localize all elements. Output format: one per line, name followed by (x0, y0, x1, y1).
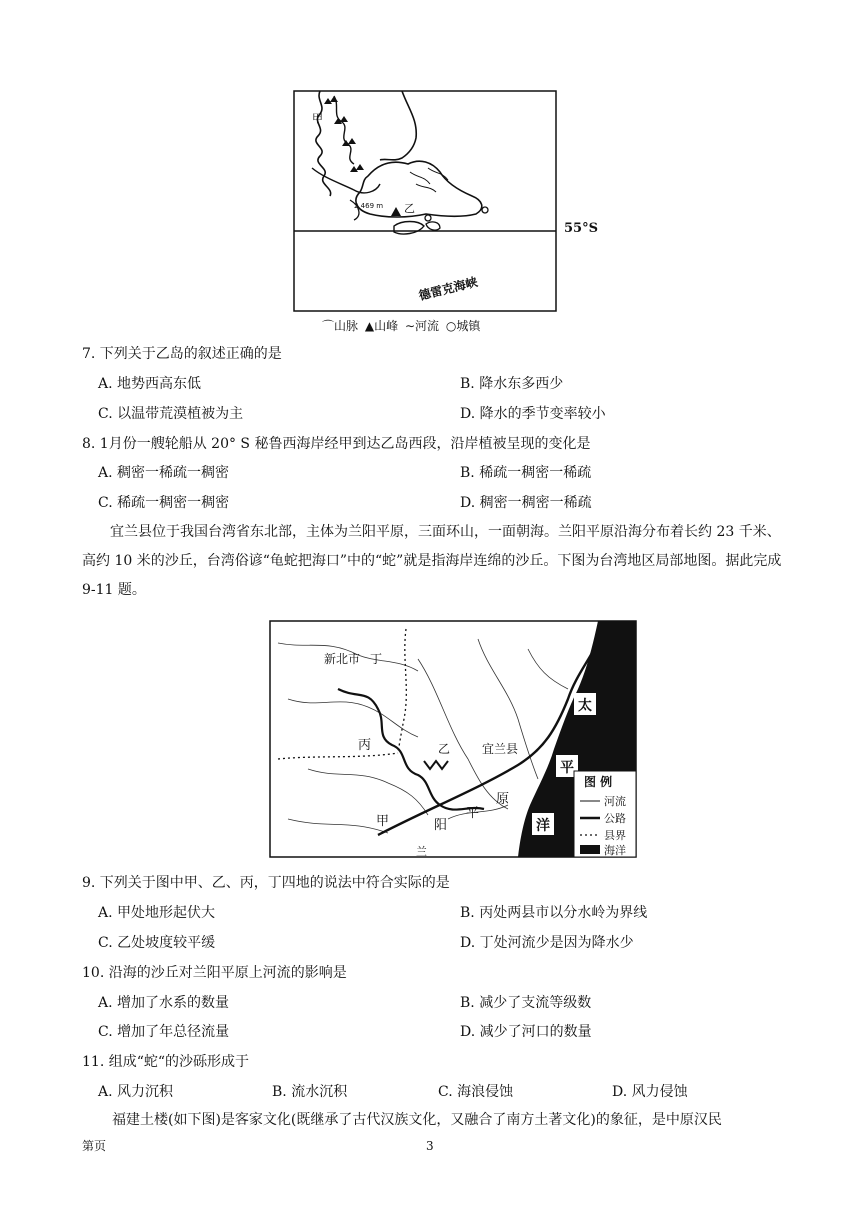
legend-ocean: 海洋 (604, 844, 626, 857)
town-icon: ○ (445, 319, 457, 333)
label-xinbei: 新北市 (324, 652, 361, 666)
ocean-char-2: 平 (560, 760, 574, 776)
q11-option-b: B. 流水沉积 (272, 1084, 348, 1100)
label-ping: 平 (466, 806, 480, 821)
q9-option-c: C. 乙处坡度较平缓 (98, 935, 216, 951)
map1-legend: ⌒山脉 ▲山峰 ∼河流 ○城镇 (322, 319, 481, 333)
label-lan: 兰 (416, 845, 427, 858)
legend-border: 县界 (604, 829, 626, 842)
peak-elevation: 2 469 m (354, 202, 384, 210)
q7-option-a: A. 地势西高东低 (98, 376, 202, 392)
river-icon: ∼ (404, 319, 415, 333)
q8-option-b: B. 稀疏一稠密一稀疏 (460, 465, 592, 481)
page-number: 3 (426, 1139, 434, 1153)
q10-option-a: A. 增加了水系的数量 (98, 995, 230, 1011)
q10-option-c: C. 增加了年总径流量 (98, 1024, 230, 1040)
q7-option-c: C. 以温带荒漠植被为主 (98, 406, 244, 422)
peak-icon: ▲ (364, 319, 375, 333)
q8-option-a: A. 稠密一稀疏一稠密 (98, 465, 230, 481)
q7-option-b: B. 降水东多西少 (460, 376, 564, 392)
strait-label: 德雷克海峡 (417, 274, 479, 303)
map-taiwan-yilan (268, 619, 638, 859)
label-yilan: 宜兰县 (482, 742, 519, 756)
q7-option-d: D. 降水的季节变率较小 (460, 406, 606, 422)
label-jia: 甲 (312, 112, 323, 125)
ocean-char-3: 洋 (536, 818, 550, 834)
mountain-icon: ⌒ (322, 319, 335, 333)
q11-stem: 11. 组成“蛇“的沙砾形成于 (82, 1054, 250, 1070)
label-yi: 乙 (404, 202, 415, 215)
q10-option-d: D. 减少了河口的数量 (460, 1024, 592, 1040)
q10-stem: 10. 沿海的沙丘对兰阳平原上河流的影响是 (82, 965, 347, 981)
q11-option-a: A. 风力沉积 (98, 1084, 174, 1100)
footer-left: 第页 (82, 1139, 107, 1153)
q7-stem: 7. 下列关于乙岛的叙述正确的是 (82, 346, 282, 362)
map-south-america-tip (290, 88, 558, 314)
q8-option-c: C. 稀疏一稠密一稠密 (98, 495, 230, 511)
q9-option-b: B. 丙处两县市以分水岭为界线 (460, 905, 648, 921)
label-jia-2: 甲 (376, 814, 390, 829)
label-bing: 丙 (358, 738, 372, 753)
q10-option-b: B. 减少了支流等级数 (460, 995, 592, 1011)
label-ding: 丁 (370, 652, 383, 666)
q9-option-a: A. 甲处地形起伏大 (98, 905, 216, 921)
latitude-label: 55°S (564, 221, 598, 236)
intro-paragraph: 宜兰县位于我国台湾省东北部，主体为兰阳平原，三面环山，一面朝海。兰阳平原沿海分布着长约 23 千米、高约 10 米的沙丘，台湾俗谚“龟蛇把海口”中的“蛇”就是指海岸连绵的沙丘。下图为台湾地区局部地图。据此完成 9-11 题。 (82, 524, 782, 598)
label-yi-2: 乙 (438, 742, 451, 756)
q9-option-d: D. 丁处河流少是因为降水少 (460, 935, 634, 951)
q11-option-d: D. 风力侵蚀 (612, 1084, 688, 1100)
q11-option-c: C. 海浪侵蚀 (438, 1084, 514, 1100)
label-yuan: 原 (496, 792, 510, 807)
legend-title: 图 例 (584, 775, 613, 789)
q9-stem: 9. 下列关于图中甲、乙、丙，丁四地的说法中符合实际的是 (82, 875, 450, 891)
legend-road: 公路 (604, 812, 626, 825)
map2-legend (574, 771, 636, 857)
q8-option-d: D. 稠密一稠密一稀疏 (460, 495, 592, 511)
label-yang: 阳 (434, 818, 448, 833)
tail-paragraph: 福建土楼(如下图)是客家文化(既继承了古代汉族文化，又融合了南方土著文化)的象征，是中原汉民 (112, 1112, 722, 1128)
ocean-char-1: 太 (578, 698, 592, 714)
q8-stem: 8. 1月份一艘轮船从 20° S 秘鲁西海岸经甲到达乙岛西段，沿岸植被呈现的变化是 (82, 436, 591, 452)
legend-river: 河流 (604, 795, 626, 808)
